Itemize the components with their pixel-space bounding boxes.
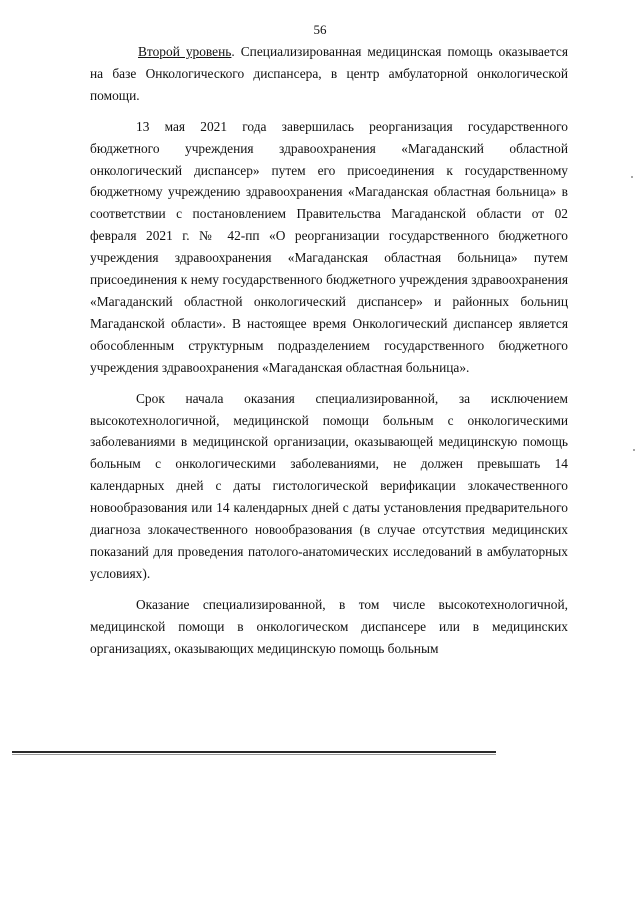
paragraph-second-level bbox=[90, 41, 568, 107]
footnote-divider-shadow bbox=[12, 754, 496, 755]
scan-artifact bbox=[631, 176, 633, 178]
paragraph-text: . Специализированная медицинская помощь оказывается на базе Онкологического диспансера, в центр амбулаторной онкологической помощи. bbox=[90, 44, 568, 103]
footnote-divider bbox=[12, 751, 496, 753]
paragraph-reorganization: 13 мая 2021 года завершилась реорганизация государственного бюджетного учреждения здравоохранения «Магаданский областной онкологический диспансер» путем его присоединения к государственному бюджетному учреждению здравоохранения «Магаданская областная больница» в соответствии с постановлением Правительства Магаданской области от 02 февраля 2021 г. № 42-пп «О реорганизации государственного бюджетного учреждения здравоохранения «Магаданская областная больница» путем присоединения к нему государственного бюджетного учреждения здравоохранения «Магаданский областной онкологический диспансер» и районных больниц Магаданской области». В настоящее время Онкологический диспансер является обособленным структурным подразделением государственного бюджетного учреждения здравоохранения «Магаданская областная больница». bbox=[90, 118, 568, 375]
paragraph-specialized-care: Оказание специализированной, в том числе высокотехнологичной, медицинской помощи в онкологическом диспансере или в медицинских организациях, оказывающих медицинскую помощь больным bbox=[90, 596, 568, 656]
document-body bbox=[90, 41, 568, 668]
paragraph-lead-term: Второй уровень bbox=[138, 44, 232, 59]
scan-artifact bbox=[633, 449, 635, 451]
page-number: 56 bbox=[313, 22, 327, 37]
paragraph-treatment-deadline: Срок начала оказания специализированной, за исключением высокотехнологичной, медицинской помощи больным с онкологическими заболеваниями в медицинской организации, оказывающей медицинскую помощь больным с онкологическими заболеваниями, не должен превышать 14 календарных дней с даты гистологической верификации злокачественного новообразования или 14 календарных дней с даты установления предварительного диагноза злокачественного новообразования (в случае отсутствия медицинских показаний для проведения патолого-анатомических исследований в амбулаторных условиях). bbox=[90, 390, 568, 581]
